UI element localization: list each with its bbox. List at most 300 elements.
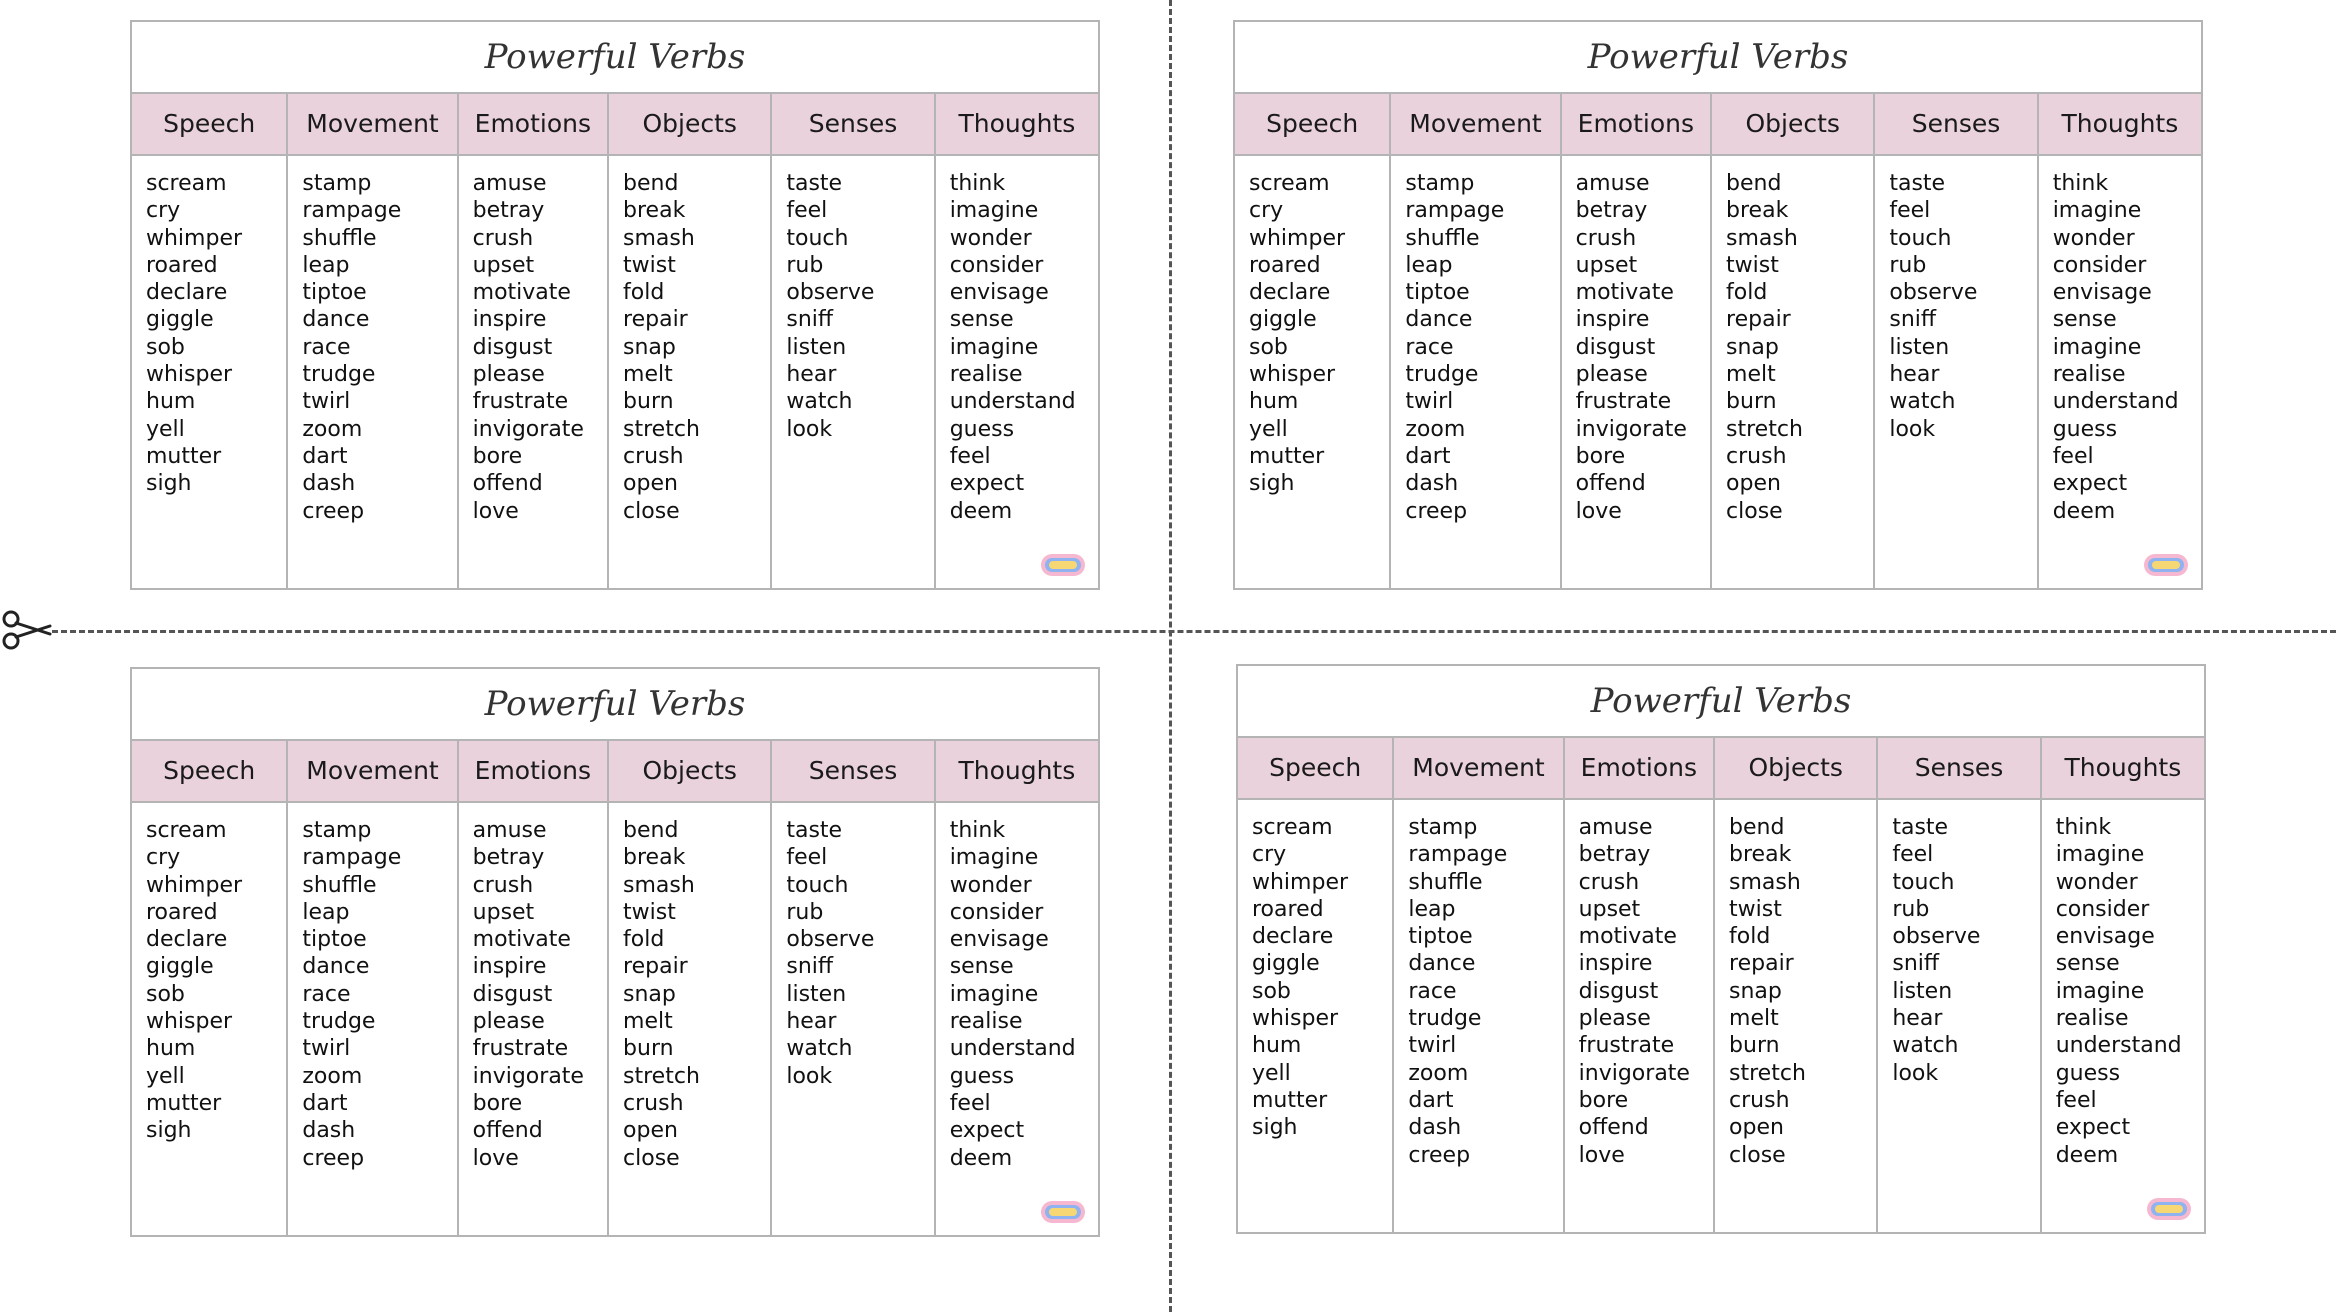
- verb-word: bend: [1729, 815, 1785, 840]
- verb-word: please: [1575, 362, 1648, 388]
- verb-word: whisper: [1252, 1006, 1339, 1032]
- verb-word: imagine: [2052, 198, 2142, 224]
- verb-word: rampage: [302, 198, 402, 224]
- verb-word: feel: [1892, 842, 1934, 868]
- verb-word: dart: [1408, 1087, 1454, 1113]
- column-speech: [1238, 738, 1394, 1234]
- verb-word: rub: [1889, 252, 1927, 278]
- column-header: Emotions: [459, 94, 607, 156]
- verb-word: observe: [786, 927, 875, 953]
- verb-word: shuffle: [1405, 225, 1480, 251]
- verb-word: motivate: [472, 280, 571, 306]
- verb-word: love: [1578, 1142, 1625, 1168]
- verb-word: dash: [1408, 1115, 1462, 1141]
- verb-word: open: [1729, 1115, 1784, 1141]
- verb-word: imagine: [2052, 334, 2142, 360]
- column-emotions: [459, 94, 609, 590]
- brand-logo-icon: [1040, 1199, 1086, 1225]
- verb-word: rub: [1892, 896, 1930, 922]
- verb-word: offend: [472, 1118, 543, 1144]
- column-header: Thoughts: [936, 741, 1098, 803]
- verb-word: feel: [949, 443, 991, 469]
- column-header: Senses: [772, 741, 933, 803]
- column-header: Senses: [1878, 738, 2039, 800]
- verb-word: rampage: [1405, 198, 1505, 224]
- verb-word: whimper: [146, 225, 243, 251]
- verb-word: crush: [623, 443, 684, 469]
- verb-word: sense: [949, 307, 1014, 333]
- word-list: [609, 803, 770, 1172]
- verb-word: listen: [786, 981, 847, 1007]
- verb-word: twist: [1726, 252, 1779, 278]
- verb-word: motivate: [1575, 280, 1674, 306]
- verb-word: consider: [949, 252, 1044, 278]
- verb-word: envisage: [949, 927, 1049, 953]
- column-header: Emotions: [1562, 94, 1710, 156]
- verb-word: trudge: [302, 1009, 376, 1035]
- verb-word: realise: [949, 1009, 1023, 1035]
- verb-columns: [1235, 94, 2201, 590]
- column-header: Thoughts: [2039, 94, 2201, 156]
- verb-word: look: [1889, 416, 1936, 442]
- verb-word: tiptoe: [1405, 280, 1470, 306]
- verb-word: invigorate: [1578, 1060, 1690, 1086]
- verb-word: listen: [1892, 978, 1953, 1004]
- verb-word: sigh: [146, 471, 192, 497]
- verb-word: close: [623, 498, 680, 524]
- verb-word: look: [786, 416, 833, 442]
- verb-word: melt: [1726, 362, 1776, 388]
- verb-word: burn: [623, 389, 674, 415]
- verb-word: snap: [1729, 978, 1782, 1004]
- verb-word: hear: [786, 1009, 837, 1035]
- verb-word: race: [1408, 978, 1457, 1004]
- verb-word: guess: [949, 416, 1015, 442]
- column-senses: [1875, 94, 2038, 590]
- verb-word: whisper: [146, 1009, 233, 1035]
- verb-word: tiptoe: [1408, 924, 1473, 950]
- verb-word: invigorate: [1575, 416, 1687, 442]
- verb-word: declare: [1249, 280, 1331, 306]
- column-objects: [1712, 94, 1875, 590]
- verb-word: giggle: [146, 954, 214, 980]
- vertical-cut-line: [1169, 0, 1172, 1312]
- verb-word: deem: [949, 498, 1013, 524]
- verb-word: leap: [1405, 252, 1453, 278]
- verb-word: roared: [146, 252, 218, 278]
- verb-word: realise: [2055, 1006, 2129, 1032]
- word-list: [132, 156, 286, 498]
- verb-word: stamp: [1405, 171, 1475, 196]
- verb-word: break: [623, 198, 686, 224]
- word-list: [1391, 156, 1559, 525]
- verb-word: touch: [1892, 869, 1955, 895]
- verb-columns: [132, 741, 1098, 1237]
- verb-word: wonder: [2055, 869, 2138, 895]
- verb-word: snap: [1726, 334, 1779, 360]
- verb-word: betray: [472, 845, 545, 871]
- verb-word: invigorate: [472, 416, 584, 442]
- verb-word: taste: [1889, 171, 1946, 196]
- verb-word: shuffle: [302, 225, 377, 251]
- verb-word: creep: [302, 498, 365, 524]
- brand-logo-icon: [1040, 552, 1086, 578]
- scissors-icon: [0, 604, 52, 656]
- verb-word: close: [1729, 1142, 1786, 1168]
- verb-word: realise: [949, 362, 1023, 388]
- verb-word: melt: [1729, 1006, 1779, 1032]
- verb-word: close: [1726, 498, 1783, 524]
- verb-word: declare: [1252, 924, 1334, 950]
- column-header: Objects: [1715, 738, 1876, 800]
- verb-word: bend: [623, 171, 679, 196]
- verb-word: betray: [1578, 842, 1651, 868]
- verb-columns: [1238, 738, 2204, 1234]
- verb-word: rampage: [1408, 842, 1508, 868]
- verb-word: taste: [1892, 815, 1949, 840]
- verb-word: race: [302, 334, 351, 360]
- verb-word: scream: [1249, 171, 1330, 196]
- verb-word: hum: [146, 1036, 196, 1062]
- verb-word: look: [1892, 1060, 1939, 1086]
- verb-word: betray: [1575, 198, 1648, 224]
- verb-word: sense: [949, 954, 1014, 980]
- verb-word: sense: [2052, 307, 2117, 333]
- verb-word: smash: [1726, 225, 1798, 251]
- verb-word: stamp: [1408, 815, 1478, 840]
- verb-word: upset: [1575, 252, 1638, 278]
- verb-word: giggle: [146, 307, 214, 333]
- verb-word: tiptoe: [302, 927, 367, 953]
- verb-word: bend: [1726, 171, 1782, 196]
- verb-word: trudge: [1408, 1006, 1482, 1032]
- verb-word: wonder: [949, 872, 1032, 898]
- verb-word: think: [949, 818, 1006, 843]
- verb-word: dash: [302, 471, 356, 497]
- verb-word: amuse: [472, 171, 547, 196]
- verb-word: crush: [623, 1090, 684, 1116]
- column-header: Speech: [1238, 738, 1392, 800]
- verb-word: expect: [2052, 471, 2128, 497]
- verb-word: mutter: [146, 1090, 222, 1116]
- verb-word: melt: [623, 362, 673, 388]
- column-speech: [1235, 94, 1391, 590]
- verb-word: cry: [146, 198, 181, 224]
- word-list: [132, 803, 286, 1145]
- verb-word: open: [623, 1118, 678, 1144]
- verb-word: rub: [786, 899, 824, 925]
- verb-word: listen: [1889, 334, 1950, 360]
- verb-word: race: [1405, 334, 1454, 360]
- column-thoughts: [936, 94, 1098, 590]
- verb-word: observe: [1889, 280, 1978, 306]
- verb-word: whimper: [146, 872, 243, 898]
- verb-word: guess: [2055, 1060, 2121, 1086]
- word-list: [609, 156, 770, 525]
- verb-word: hum: [146, 389, 196, 415]
- verb-card-3: [130, 667, 1100, 1237]
- verb-word: bore: [1575, 443, 1626, 469]
- verb-word: imagine: [949, 198, 1039, 224]
- card-title: Powerful Verbs: [132, 22, 1098, 94]
- column-objects: [1715, 738, 1878, 1234]
- word-list: [1238, 800, 1392, 1142]
- column-objects: [609, 741, 772, 1237]
- verb-word: understand: [949, 389, 1076, 415]
- column-movement: [288, 94, 458, 590]
- column-header: Speech: [132, 741, 286, 803]
- card-title: Powerful Verbs: [132, 669, 1098, 741]
- verb-word: rub: [786, 252, 824, 278]
- verb-word: touch: [786, 872, 849, 898]
- verb-word: smash: [1729, 869, 1801, 895]
- verb-word: giggle: [1252, 951, 1320, 977]
- verb-word: betray: [472, 198, 545, 224]
- verb-word: frustrate: [472, 1036, 569, 1062]
- verb-word: disgust: [472, 981, 553, 1007]
- card-title: Powerful Verbs: [1235, 22, 2201, 94]
- verb-word: break: [1729, 842, 1792, 868]
- verb-word: taste: [786, 171, 843, 196]
- verb-word: fold: [623, 927, 665, 953]
- verb-word: hear: [1889, 362, 1940, 388]
- verb-word: sigh: [1252, 1115, 1298, 1141]
- verb-word: love: [472, 498, 519, 524]
- card-title: Powerful Verbs: [1238, 666, 2204, 738]
- word-list: [1565, 800, 1713, 1169]
- verb-word: hear: [1892, 1006, 1943, 1032]
- verb-word: fold: [1726, 280, 1768, 306]
- verb-word: please: [472, 1009, 545, 1035]
- verb-word: repair: [1729, 951, 1794, 977]
- column-thoughts: [2039, 94, 2201, 590]
- verb-word: love: [472, 1145, 519, 1171]
- verb-word: sniff: [1892, 951, 1940, 977]
- verb-word: amuse: [1578, 815, 1653, 840]
- verb-word: open: [623, 471, 678, 497]
- word-list: [2042, 800, 2204, 1169]
- verb-word: roared: [146, 899, 218, 925]
- verb-word: giggle: [1249, 307, 1317, 333]
- verb-word: leap: [302, 252, 350, 278]
- verb-word: expect: [2055, 1115, 2131, 1141]
- verb-word: cry: [1252, 842, 1287, 868]
- verb-word: close: [623, 1145, 680, 1171]
- verb-word: burn: [623, 1036, 674, 1062]
- column-header: Speech: [132, 94, 286, 156]
- verb-word: imagine: [949, 845, 1039, 871]
- verb-word: sob: [1249, 334, 1288, 360]
- column-header: Movement: [1391, 94, 1559, 156]
- verb-word: deem: [2055, 1142, 2119, 1168]
- verb-word: observe: [1892, 924, 1981, 950]
- verb-word: creep: [302, 1145, 365, 1171]
- verb-word: guess: [2052, 416, 2118, 442]
- verb-word: break: [1726, 198, 1789, 224]
- word-list: [288, 156, 456, 525]
- verb-word: shuffle: [302, 872, 377, 898]
- verb-word: zoom: [1405, 416, 1466, 442]
- verb-word: sense: [2055, 951, 2120, 977]
- column-header: Speech: [1235, 94, 1389, 156]
- column-thoughts: [2042, 738, 2204, 1234]
- verb-word: leap: [302, 899, 350, 925]
- word-list: [772, 803, 933, 1090]
- verb-word: tiptoe: [302, 280, 367, 306]
- verb-word: frustrate: [1578, 1033, 1675, 1059]
- verb-word: hum: [1252, 1033, 1302, 1059]
- verb-word: zoom: [302, 1063, 363, 1089]
- verb-word: inspire: [472, 307, 547, 333]
- verb-word: stretch: [1729, 1060, 1806, 1086]
- column-senses: [1878, 738, 2041, 1234]
- word-list: [936, 156, 1098, 525]
- verb-word: dance: [1405, 307, 1473, 333]
- verb-word: love: [1575, 498, 1622, 524]
- column-thoughts: [936, 741, 1098, 1237]
- verb-word: crush: [1726, 443, 1787, 469]
- verb-word: watch: [786, 1036, 853, 1062]
- verb-word: bore: [472, 1090, 523, 1116]
- word-list: [1875, 156, 2036, 443]
- verb-word: zoom: [1408, 1060, 1469, 1086]
- verb-word: feel: [786, 845, 828, 871]
- column-senses: [772, 94, 935, 590]
- verb-word: sob: [1252, 978, 1291, 1004]
- column-header: Emotions: [459, 741, 607, 803]
- verb-word: wonder: [2052, 225, 2135, 251]
- verb-word: yell: [1252, 1060, 1291, 1086]
- verb-word: crush: [1578, 869, 1640, 895]
- column-header: Movement: [288, 741, 456, 803]
- verb-word: hear: [786, 362, 837, 388]
- verb-word: smash: [623, 872, 695, 898]
- word-list: [288, 803, 456, 1172]
- verb-word: crush: [472, 872, 534, 898]
- verb-word: whisper: [1249, 362, 1336, 388]
- column-movement: [1391, 94, 1561, 590]
- verb-word: melt: [623, 1009, 673, 1035]
- verb-word: repair: [623, 307, 688, 333]
- verb-word: creep: [1405, 498, 1468, 524]
- verb-word: feel: [2055, 1087, 2097, 1113]
- verb-word: sigh: [1249, 471, 1295, 497]
- verb-word: stamp: [302, 818, 372, 843]
- verb-word: please: [1578, 1006, 1651, 1032]
- verb-word: scream: [146, 818, 227, 843]
- verb-word: cry: [146, 845, 181, 871]
- word-list: [2039, 156, 2201, 525]
- verb-word: scream: [1252, 815, 1333, 840]
- verb-word: amuse: [472, 818, 547, 843]
- column-emotions: [1562, 94, 1712, 590]
- verb-word: deem: [2052, 498, 2116, 524]
- verb-word: mutter: [1252, 1087, 1328, 1113]
- verb-word: feel: [949, 1090, 991, 1116]
- verb-card-2: [1233, 20, 2203, 590]
- verb-word: sniff: [786, 307, 834, 333]
- verb-word: snap: [623, 981, 676, 1007]
- verb-word: hum: [1249, 389, 1299, 415]
- verb-word: crush: [1729, 1087, 1790, 1113]
- verb-word: motivate: [1578, 924, 1677, 950]
- word-list: [1712, 156, 1873, 525]
- column-objects: [609, 94, 772, 590]
- verb-word: repair: [1726, 307, 1791, 333]
- verb-word: fold: [1729, 924, 1771, 950]
- verb-word: touch: [1889, 225, 1952, 251]
- verb-word: sob: [146, 334, 185, 360]
- verb-word: upset: [1578, 896, 1641, 922]
- column-header: Senses: [772, 94, 933, 156]
- verb-columns: [132, 94, 1098, 590]
- column-header: Movement: [288, 94, 456, 156]
- verb-word: disgust: [472, 334, 553, 360]
- horizontal-cut-line: [52, 630, 2336, 633]
- column-header: Objects: [609, 741, 770, 803]
- verb-word: stretch: [1726, 416, 1803, 442]
- verb-word: leap: [1408, 896, 1456, 922]
- verb-word: open: [1726, 471, 1781, 497]
- verb-word: amuse: [1575, 171, 1650, 196]
- verb-word: crush: [472, 225, 534, 251]
- verb-word: stretch: [623, 1063, 700, 1089]
- verb-word: dart: [302, 443, 348, 469]
- verb-word: listen: [786, 334, 847, 360]
- verb-word: stamp: [302, 171, 372, 196]
- verb-word: inspire: [1575, 307, 1650, 333]
- verb-word: sigh: [146, 1118, 192, 1144]
- verb-word: upset: [472, 252, 535, 278]
- verb-word: yell: [146, 416, 185, 442]
- verb-word: disgust: [1575, 334, 1656, 360]
- verb-word: yell: [1249, 416, 1288, 442]
- verb-word: dart: [302, 1090, 348, 1116]
- verb-word: consider: [2055, 896, 2150, 922]
- verb-word: please: [472, 362, 545, 388]
- verb-word: break: [623, 845, 686, 871]
- verb-word: twist: [1729, 896, 1782, 922]
- word-list: [459, 156, 607, 525]
- verb-card-4: [1236, 664, 2206, 1234]
- verb-word: twirl: [1405, 389, 1454, 415]
- verb-word: dance: [302, 954, 370, 980]
- word-list: [459, 803, 607, 1172]
- verb-word: watch: [786, 389, 853, 415]
- column-header: Thoughts: [2042, 738, 2204, 800]
- verb-word: fold: [623, 280, 665, 306]
- verb-word: bore: [1578, 1087, 1629, 1113]
- verb-word: whimper: [1249, 225, 1346, 251]
- verb-word: taste: [786, 818, 843, 843]
- column-movement: [1394, 738, 1564, 1234]
- verb-word: zoom: [302, 416, 363, 442]
- verb-word: disgust: [1578, 978, 1659, 1004]
- verb-word: declare: [146, 280, 228, 306]
- verb-word: dash: [302, 1118, 356, 1144]
- verb-word: creep: [1408, 1142, 1471, 1168]
- verb-word: wonder: [949, 225, 1032, 251]
- verb-word: understand: [2055, 1033, 2182, 1059]
- column-speech: [132, 94, 288, 590]
- verb-word: rampage: [302, 845, 402, 871]
- verb-word: dart: [1405, 443, 1451, 469]
- verb-word: sniff: [786, 954, 834, 980]
- column-emotions: [459, 741, 609, 1237]
- verb-word: shuffle: [1408, 869, 1483, 895]
- verb-word: dance: [1408, 951, 1476, 977]
- verb-word: feel: [786, 198, 828, 224]
